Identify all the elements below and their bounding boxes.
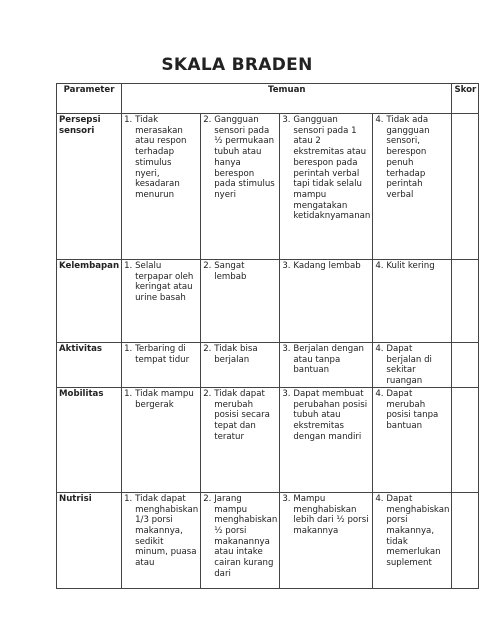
score-cell[interactable] xyxy=(452,260,479,343)
finding-cell xyxy=(280,492,373,588)
table-row xyxy=(57,114,479,260)
finding-cell xyxy=(122,260,201,343)
item-number: 2. xyxy=(203,261,212,271)
item-text: Dapat membuat perubahan posisi tubuh atau ekstremitas dengan mandiri xyxy=(293,388,368,442)
item-text: Berjalan dengan atau tanpa bantuan xyxy=(293,344,364,376)
page-title: SKALA BRADEN xyxy=(161,55,313,75)
finding-item xyxy=(282,494,370,537)
item-text: Tidak bisa berjalan xyxy=(214,344,258,365)
finding-cell xyxy=(280,343,373,388)
finding-cell xyxy=(201,260,280,343)
finding-item xyxy=(375,261,449,272)
criterion-label: Mobilitas xyxy=(57,387,122,492)
item-number: 2. xyxy=(203,115,212,125)
finding-item xyxy=(282,344,370,376)
finding-cell xyxy=(373,492,452,588)
item-text: Tidak dapat menghabiskan 1/3 porsi makannya, sedikit minum, puasa atau xyxy=(135,493,199,569)
item-text: Tidak mampu bergerak xyxy=(135,388,194,410)
item-number: 1. xyxy=(124,261,133,271)
item-text: Gangguan sensori pada ½ permukaan tubuh atau hanya berespon pada stimulus nyeri xyxy=(214,115,275,200)
score-cell[interactable] xyxy=(452,492,479,588)
header-parameter: Parameter xyxy=(57,84,122,114)
score-cell[interactable] xyxy=(452,387,479,492)
finding-cell xyxy=(201,114,280,260)
header-row xyxy=(57,84,479,114)
finding-cell xyxy=(280,260,373,343)
header-temuan: Temuan xyxy=(122,84,452,114)
item-number: 1. xyxy=(124,115,133,125)
item-text: Dapat menghabiskan porsi makannya, tidak memerlukan suplement xyxy=(386,493,450,569)
item-text: Kulit kering xyxy=(386,261,435,271)
item-text: Tidak ada gangguan sensori, berespon penuh terhadap perintah verbal xyxy=(386,115,430,200)
item-number: 1. xyxy=(124,493,133,504)
item-text: Tidak dapat merubah posisi secara tepat dan teratur xyxy=(214,388,270,442)
finding-cell xyxy=(280,387,373,492)
finding-item xyxy=(282,261,370,272)
item-number: 3. xyxy=(282,493,291,504)
item-text: Gangguan sensori pada 1 atau 2 ekstremitas atau berespon pada perintah verbal tapi tidak selalu mampu mengatakan ketidaknyamanan xyxy=(293,115,371,222)
item-text: Mampu menghabiskan lebih dari ½ porsi makannya xyxy=(293,493,369,536)
finding-item xyxy=(375,494,449,569)
finding-cell xyxy=(373,260,452,343)
finding-item xyxy=(124,115,198,201)
criterion-label: Kelembapan xyxy=(57,260,122,343)
header-skor: Skor xyxy=(452,84,479,114)
item-number: 1. xyxy=(124,388,133,399)
item-number: 4. xyxy=(375,115,384,125)
finding-item xyxy=(375,389,449,432)
item-number: 2. xyxy=(203,344,212,354)
table-row xyxy=(57,492,479,588)
item-number: 3. xyxy=(282,261,291,271)
criterion-label: Persepsi sensori xyxy=(57,114,122,260)
item-number: 4. xyxy=(375,261,384,271)
item-text: Sangat lembab xyxy=(214,261,247,282)
braden-scale-table xyxy=(56,83,479,589)
item-text: Kadang lembab xyxy=(293,261,361,271)
score-cell[interactable] xyxy=(452,343,479,388)
table-row xyxy=(57,387,479,492)
finding-cell xyxy=(201,492,280,588)
finding-cell xyxy=(122,343,201,388)
finding-cell xyxy=(373,387,452,492)
finding-item xyxy=(203,494,277,580)
finding-item xyxy=(375,115,449,201)
finding-cell xyxy=(201,387,280,492)
item-text: Tidak merasakan atau respon terhadap stimulus nyeri, kesadaran menurun xyxy=(135,115,187,200)
item-number: 3. xyxy=(282,388,291,399)
score-cell[interactable] xyxy=(452,114,479,260)
finding-item xyxy=(203,261,277,282)
item-number: 4. xyxy=(375,388,384,399)
item-text: Terbaring di tempat tidur xyxy=(135,344,190,365)
finding-item xyxy=(203,344,277,365)
finding-item xyxy=(124,389,198,410)
table-row xyxy=(57,343,479,388)
item-number: 4. xyxy=(375,493,384,504)
finding-cell xyxy=(122,114,201,260)
finding-item xyxy=(203,389,277,443)
item-number: 3. xyxy=(282,115,291,125)
finding-item xyxy=(124,494,198,569)
finding-item xyxy=(282,115,370,222)
finding-cell xyxy=(201,343,280,388)
criterion-label: Aktivitas xyxy=(57,343,122,388)
finding-item xyxy=(375,344,449,387)
finding-cell xyxy=(122,387,201,492)
finding-item xyxy=(203,115,277,201)
item-number: 1. xyxy=(124,344,133,354)
item-text: Jarang mampu menghabiskan ½ porsi makanannya atau intake cairan kurang dari xyxy=(214,493,278,579)
finding-cell xyxy=(280,114,373,260)
item-text: Selalu terpapar oleh keringat atau urine basah xyxy=(135,261,194,304)
finding-cell xyxy=(122,492,201,588)
finding-cell xyxy=(373,343,452,388)
item-number: 2. xyxy=(203,493,212,504)
item-text: Dapat berjalan di sekitar ruangan xyxy=(386,344,432,387)
finding-item xyxy=(124,261,198,304)
finding-item xyxy=(282,389,370,443)
finding-cell xyxy=(373,114,452,260)
item-number: 2. xyxy=(203,388,212,399)
finding-item xyxy=(124,344,198,365)
item-text: Dapat merubah posisi tanpa bantuan xyxy=(386,388,439,431)
table-row xyxy=(57,260,479,343)
item-number: 4. xyxy=(375,344,384,354)
criterion-label: Nutrisi xyxy=(57,492,122,588)
item-number: 3. xyxy=(282,344,291,354)
